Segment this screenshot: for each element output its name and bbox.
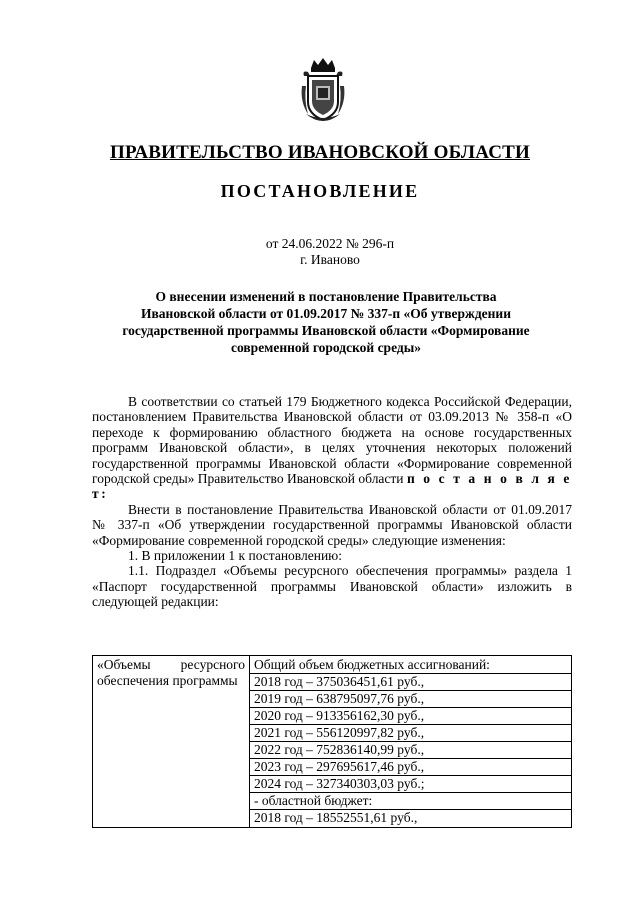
body-paragraph: 1.1. Подраздел «Объемы ресурсного обеспечения программы» раздела 1 «Паспорт государственной программы Ивановской области» изложить в следующей редакции:: [92, 563, 572, 610]
decree-word: п о с т а н о в л я е т:: [92, 471, 572, 502]
body-paragraph: 1. В приложении 1 к постановлению:: [128, 548, 343, 564]
subject-line: Ивановской области от 01.09.2017 № 337-п «Об утверждении: [141, 306, 511, 321]
city: г. Иваново: [300, 252, 360, 267]
total-title: Общий объем бюджетных ассигнований:: [254, 657, 490, 672]
budget-line: 2018 год – 375036451,61 руб.,: [250, 673, 571, 690]
resources-table: [92, 655, 572, 828]
body-paragraph: Внести в постановление Правительства Ивановской области от 01.09.2017 № 337-п «Об утверждении государственной программы Ивановской области «Формирование современной городской среды» следующие изменения:: [92, 501, 572, 548]
table-label-cell: «Объемы ресурсного обеспечения программы: [93, 656, 250, 828]
budget-line: 2024 год – 327340303,03 руб.;: [250, 775, 571, 792]
subject-line: современной городской среды»: [230, 340, 421, 355]
budget-line: 2023 год – 297695617,46 руб.,: [250, 758, 571, 775]
date-number: от 24.06.2022 № 296-п: [265, 236, 395, 251]
document-body: [92, 394, 572, 610]
budget-line: 2018 год – 18552551,61 руб.,: [250, 809, 571, 826]
organization-title: ПРАВИТЕЛЬСТВО ИВАНОВСКОЙ ОБЛАСТИ: [110, 142, 530, 163]
document-subject: [96, 288, 556, 356]
budget-line: 2022 год – 752836140,99 руб.,: [250, 741, 571, 758]
body-paragraph: [92, 394, 572, 502]
date-block: [0, 236, 640, 268]
table-row: [93, 656, 572, 828]
budget-line: 2020 год – 913356162,30 руб.,: [250, 707, 571, 724]
regional-title: - областной бюджет:: [250, 792, 571, 809]
preamble-text: В соответствии со статьей 179 Бюджетного кодекса Российской Федерации, постановлением Правительства Ивановской области от 03.09.2013 № 358-п «О переходе к формированию областного бюджета на основе государственных программ Ивановской области», в целях уточнения некоторых положений государственной программы Ивановской области «Формирование современной городской среды» Правительство Ивановской области: [92, 394, 572, 487]
subject-line: О внесении изменений в постановление Правительства: [155, 289, 497, 304]
subject-line: государственной программы Ивановской области «Формирование: [122, 323, 530, 338]
coat-of-arms-icon: [298, 56, 348, 128]
budget-line: 2021 год – 556120997,82 руб.,: [250, 724, 571, 741]
budget-line: 2019 год – 638795097,76 руб.,: [250, 690, 571, 707]
document-type: ПОСТАНОВЛЕНИЕ: [220, 181, 420, 201]
table-value-cell: [250, 656, 572, 828]
